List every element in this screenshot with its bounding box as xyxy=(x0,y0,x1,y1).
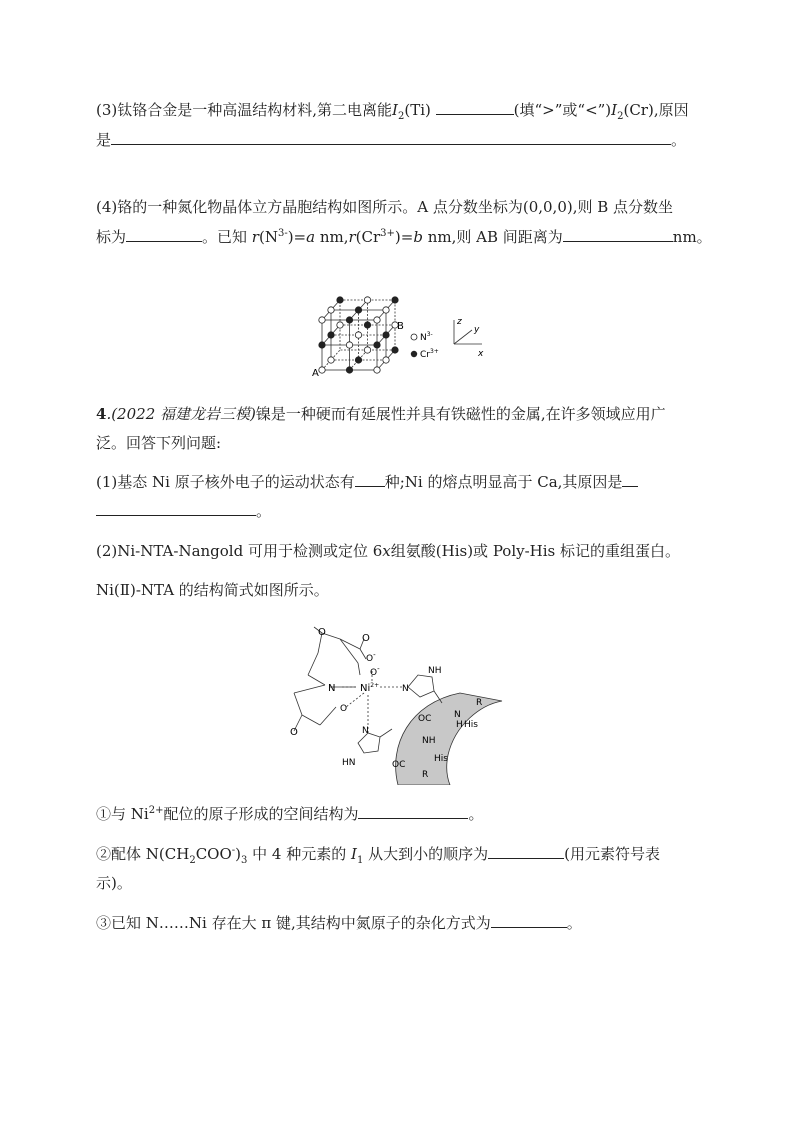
p4-1-line2: 。 xyxy=(96,500,271,522)
svg-text:O: O xyxy=(340,704,348,714)
answer-blank[interactable] xyxy=(355,471,385,487)
answer-blank[interactable] xyxy=(358,803,468,819)
q4-line1: (4)铬的一种氮化物晶体立方晶胞结构如图所示。A 点分数坐标为(0,0,0),则 B 点分数坐 xyxy=(96,198,674,216)
o-minus-label-2: O- xyxy=(370,665,380,678)
svg-text:N: N xyxy=(328,683,336,694)
sub1-line: ①与 $Ni^{2+}$配位的原子形成的空间结构为 。 xyxy=(96,805,484,823)
svg-text:His: His xyxy=(464,720,478,730)
svg-text:N: N xyxy=(402,684,409,694)
answer-blank[interactable] xyxy=(96,500,256,516)
answer-blank[interactable] xyxy=(491,912,567,928)
answer-blank[interactable] xyxy=(622,471,638,487)
crystal-cell-figure xyxy=(300,290,500,380)
svg-text:N: N xyxy=(454,710,461,720)
answer-blank[interactable] xyxy=(563,226,673,242)
legend-cr: $Cr^{3+}$ xyxy=(420,348,439,360)
svg-text:OC: OC xyxy=(418,714,432,724)
point-b-label: B xyxy=(397,321,404,332)
legend-n: $N^{3-}$ xyxy=(420,331,433,343)
answer-blank[interactable] xyxy=(111,129,671,145)
svg-text:O: O xyxy=(318,627,326,638)
svg-text:NH: NH xyxy=(428,666,442,676)
svg-text:H: H xyxy=(456,720,463,730)
ni-label: $Ni^{2+}$ xyxy=(360,682,380,694)
svg-text:x: x xyxy=(478,349,484,359)
o-minus-label: O- xyxy=(366,651,376,664)
svg-text:OC: OC xyxy=(392,760,406,770)
n-legend-icon xyxy=(411,334,417,340)
svg-text:R: R xyxy=(422,770,429,780)
p4-2-line2: Ni(Ⅱ)-NTA 的结构简式如图所示。 xyxy=(96,581,329,599)
sub3-line: ③已知 N……Ni 存在大 π 键,其结构中氮原子的杂化方式为 。 xyxy=(96,914,582,932)
svg-text:His: His xyxy=(434,754,448,764)
svg-text:O: O xyxy=(362,633,370,644)
svg-text:z: z xyxy=(457,317,462,327)
svg-text:NH: NH xyxy=(422,736,436,746)
p4-line1: 4.(2022 福建龙岩三模)镍是一种硬而有延展性并具有铁磁性的金属,在许多领域应用广 xyxy=(96,405,666,423)
p4-line2: 泛。回答下列问题: xyxy=(96,434,222,452)
q3-line2: 是 。 xyxy=(96,131,687,149)
svg-text:O: O xyxy=(290,727,298,738)
svg-text:HN: HN xyxy=(342,758,356,768)
point-a-label: A xyxy=(312,368,319,379)
cr-legend-icon xyxy=(411,351,417,357)
ni-nta-structure-figure xyxy=(280,615,510,785)
svg-text:y: y xyxy=(474,325,480,335)
p4-1-line1: (1)基态 Ni 原子核外电子的运动状态有 种;Ni 的熔点明显高于 Ca,其原因是 xyxy=(96,471,638,493)
svg-text:N: N xyxy=(362,726,369,736)
answer-blank[interactable] xyxy=(126,226,202,242)
answer-blank[interactable] xyxy=(436,99,514,115)
q4-line2: 标为 。已知 $r(N^{3-})=a$ $nm,r(Cr^{3+})=b$ nm,则 AB 间距离为 nm。 xyxy=(96,228,712,246)
answer-blank[interactable] xyxy=(488,843,564,859)
p4-2-line1: (2)Ni-NTA-Nangold 可用于检测或定位 6x组氨酸(His)或 Poly-His 标记的重组蛋白。 xyxy=(96,542,681,560)
sub2-line2: 示)。 xyxy=(96,874,132,892)
sub2-line1: ②配体 $N(CH_2COO^-)_3$ 中 4 种元素的 $I_1$ 从大到小的顺序为 (用元素符号表 xyxy=(96,845,660,866)
svg-text:R: R xyxy=(476,698,483,708)
q3-line1: (3)钛铬合金是一种高温结构材料,第二电离能$I_2(Ti)$ (填“>”或“$<”)I_2(Cr)$,原因 xyxy=(96,101,689,122)
